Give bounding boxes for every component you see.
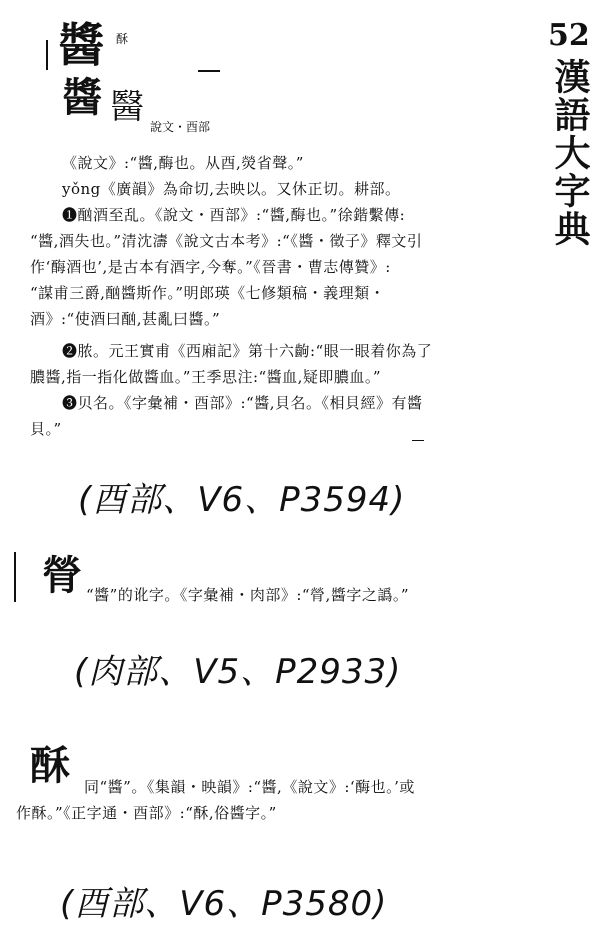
seal-source: 說文・酉部 [150,120,211,134]
divider [198,70,220,72]
sense-3-line: 貝。” [30,420,62,438]
sense-1-line: 酒》:“使酒曰酗,甚亂曰醬。” [30,310,221,328]
entry-marker-line [46,40,48,70]
pronunciation: yǒng《廣韻》為命切,去映以。又休正切。耕部。 [62,180,401,198]
headword-main: 醬 [58,18,104,72]
definition-line-2: 作酥。”《正字通・酉部》:“酥,俗醬字。” [16,804,277,822]
sense-2 [30,338,510,390]
entry-marker-line [14,552,16,602]
sense-2-line: 膿醬,指一指化做醬血。”王季思注:“醬血,疑即膿血。” [30,368,382,386]
sense-1 [30,202,510,332]
sense-3-line: ❸贝名。《字彙補・酉部》:“醬,貝名。《相貝經》有醬 [62,394,423,412]
shuowen-quote: 《說文》:“醬,酶也。从酉,熒省聲。” [62,154,304,172]
handwritten-reference: (酉部、V6、P3580) [60,884,388,924]
definition-line-1: 同“醬”。《集韻・映韻》:“醬,《說文》:‘酶也。’或 [84,778,415,796]
divider [412,440,424,441]
definition: “醬”的讹字。《字彙補・肉部》:“膋,醬字之譌。” [86,586,409,604]
sense-1-line: “謀甫三爵,酗醬斯作。”明郎瑛《七修類稿・義理類・ [30,284,386,302]
page-number: 52 [548,18,590,53]
seal-character: 醬 [62,74,102,121]
handwritten-reference: (肉部、V5、P2933) [74,652,402,692]
handwritten-reference: (酉部、V6、P3594) [78,480,406,520]
headword-variant-note: 酥 [116,32,129,46]
sense-1-line: ❶酗酒至乱。《說文・酉部》:“醬,酶也。”徐鍇繫傳: [62,206,406,224]
dictionary-title: 漢語大字典 [549,58,591,248]
seal-ancient-form: 醫 [110,87,144,127]
headword-main: 膋 [42,552,82,599]
sense-1-line: 作‘酶酒也’,是古本有酒字,今奪。”《晉書・曹志傳贊》: [30,258,391,276]
sense-3 [30,390,510,442]
sense-2-line: ❷脓。元王實甫《西廂記》第十六齣:“眼一眼着你為了 [62,342,433,360]
headword-main: 酥 [30,742,70,789]
sense-1-line: “醬,酒失也。”清沈濤《說文古本考》:“《醬・徵子》釋文引 [30,232,423,250]
